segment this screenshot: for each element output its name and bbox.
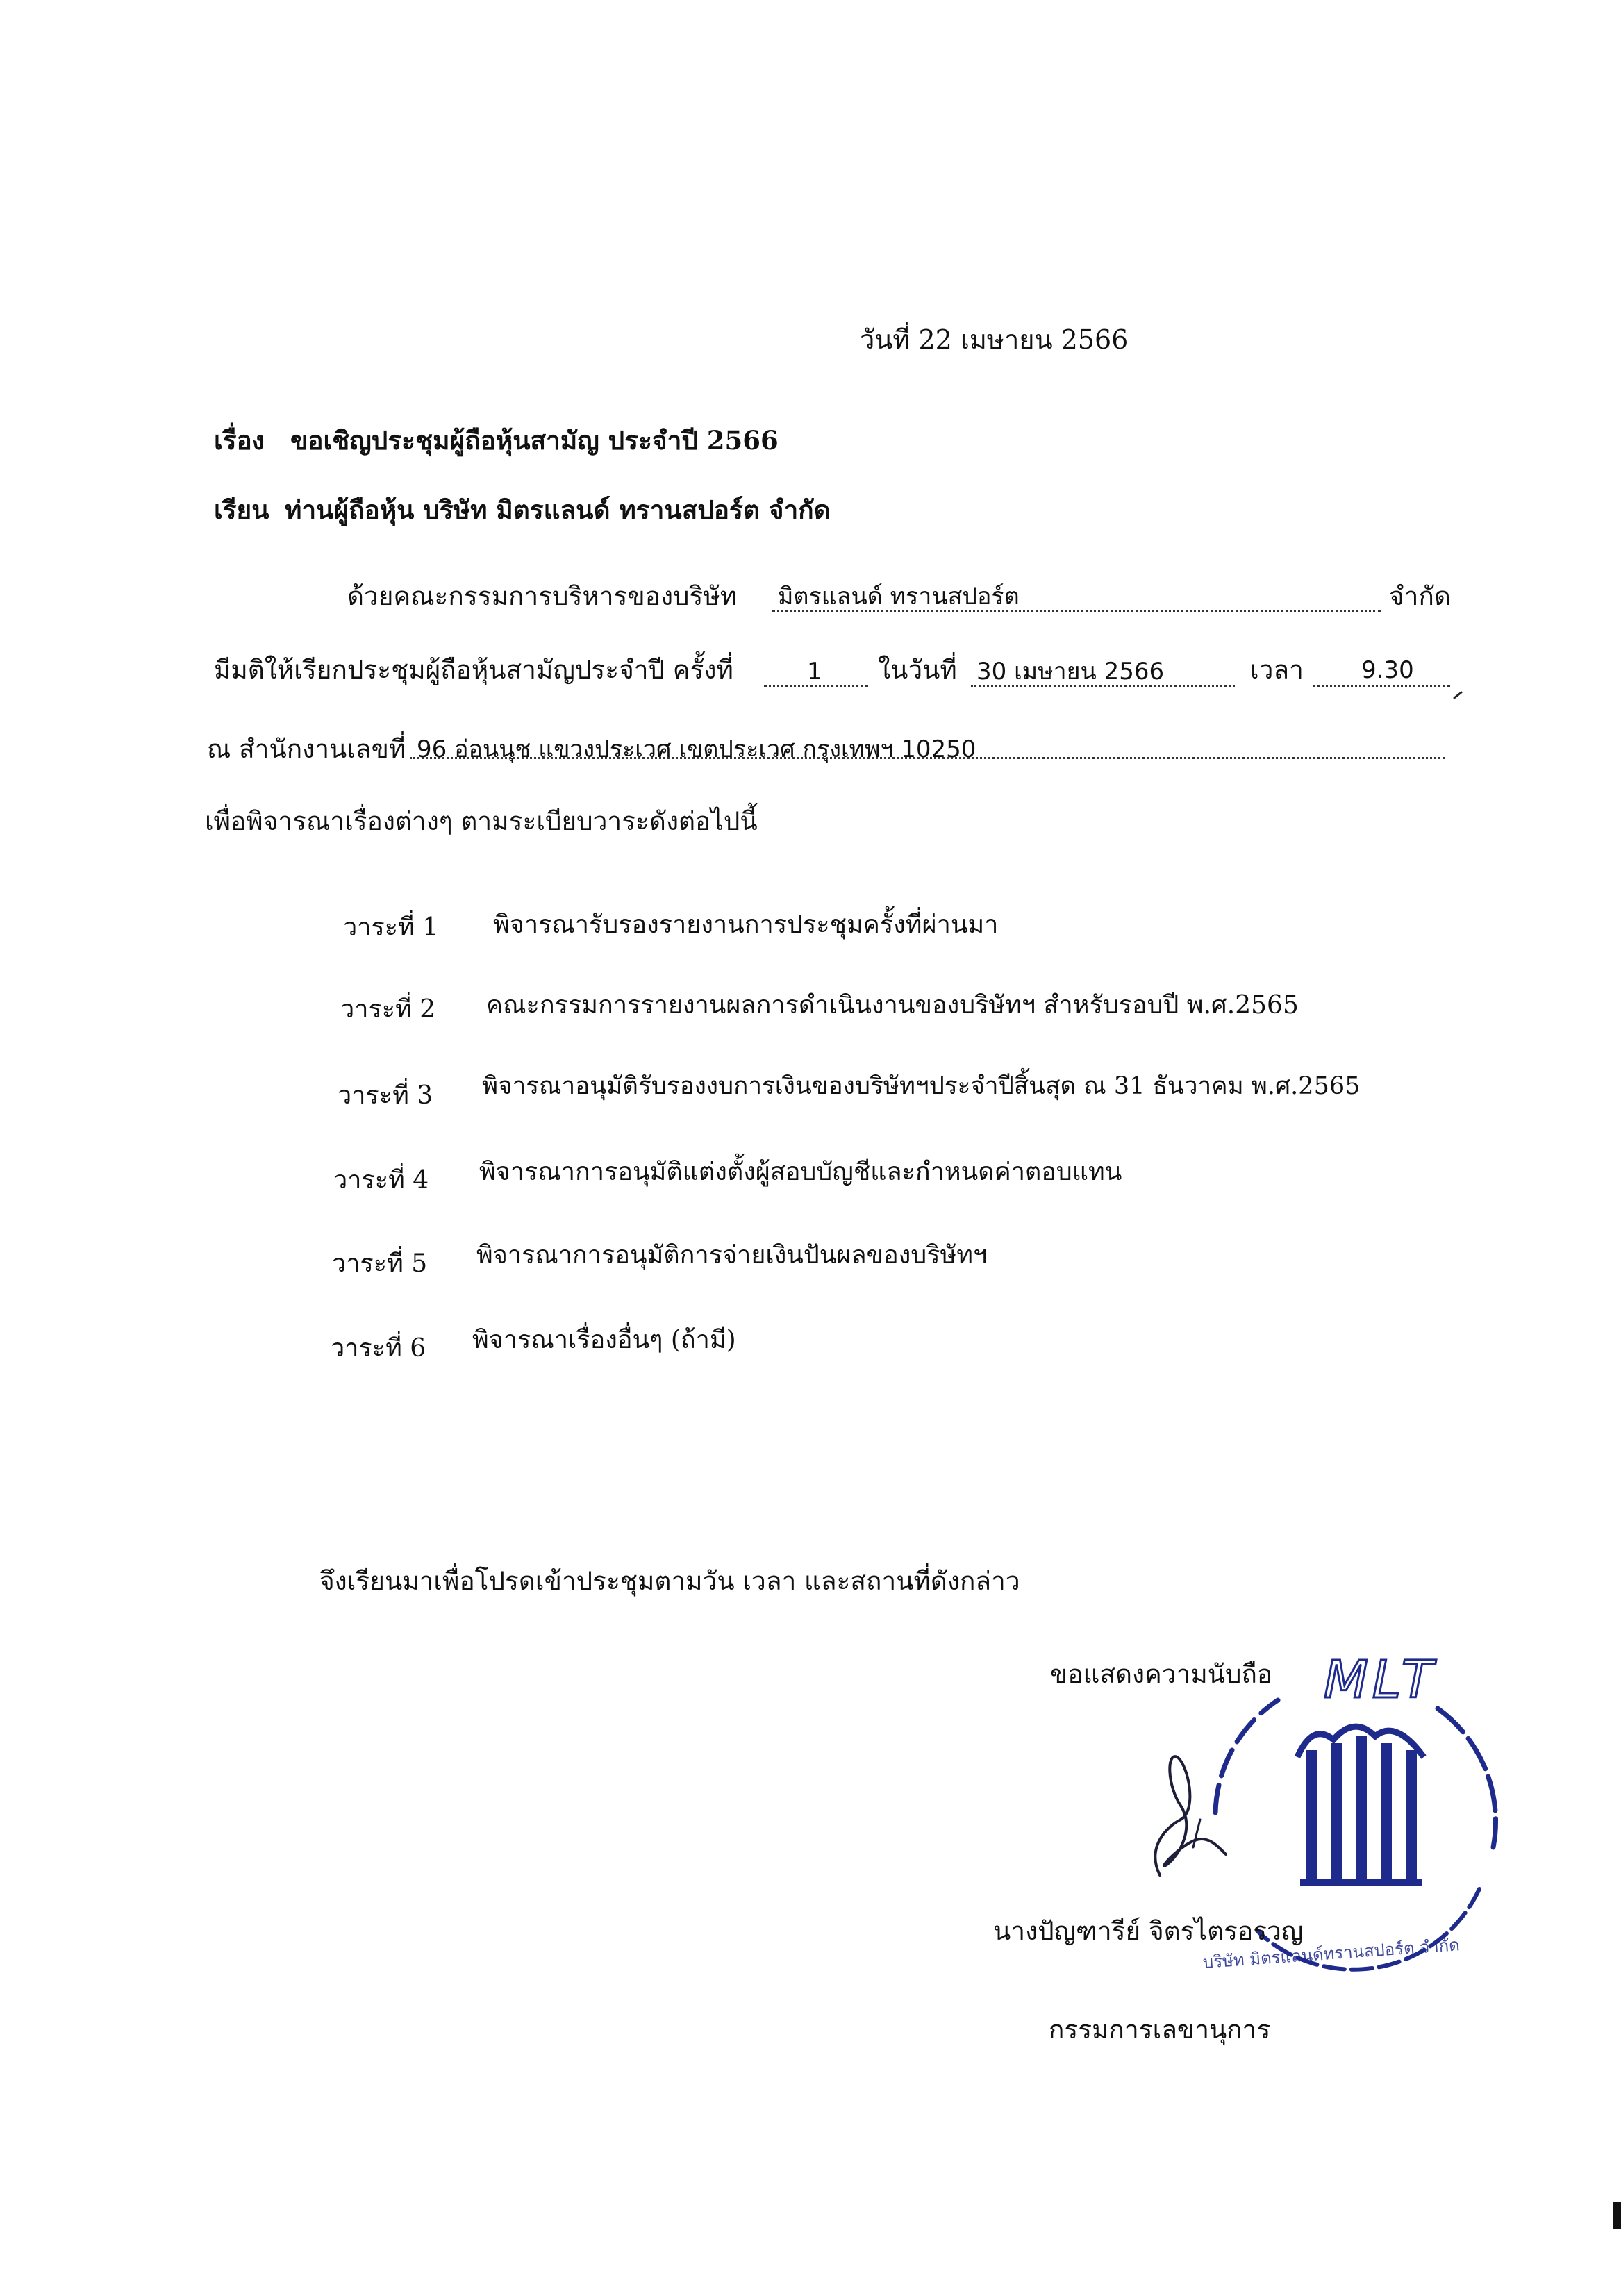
meeting-date-fill: 30 เมษายน 2566 (976, 658, 1165, 685)
paragraph-line1-prefix: ด้วยคณะกรรมการบริหารของบริษัท (347, 581, 738, 611)
meeting-number-dotline (764, 685, 868, 687)
meeting-date-dotline (971, 685, 1235, 687)
signatory-name: นางปัญฑารีย์ จิตรไตรอรวญ (993, 1916, 1304, 1946)
address-fill: 96 อ่อนนุช แขวงประเวศ เขตประเวศ กรุงเทพฯ 10250 (417, 735, 976, 763)
agenda-item-2-text: คณะกรรมการรายงานผลการดำเนินงานของบริษัทฯ สำหรับรอบปี พ.ศ.2565 (486, 991, 1299, 1020)
address-dotline (410, 757, 1445, 759)
agenda-item-5-text: พิจารณาการอนุมัติการจ่ายเงินปันผลของบริษัทฯ (476, 1241, 988, 1270)
closing-sentence: จึงเรียนมาเพื่อโปรดเข้าประชุมตามวัน เวลา และสถานที่ดังกล่าว (319, 1566, 1020, 1596)
date-label: ในวันที่ (878, 655, 957, 685)
paragraph-line4: เพื่อพิจารณาเรื่องต่างๆ ตามระเบียบวาระดังต่อไปนี้ (205, 806, 758, 836)
subject-text: ขอเชิญประชุมผู้ถือหุ้นสามัญ ประจำปี 2566 (290, 425, 779, 456)
meeting-time-fill: 9.30 (1361, 656, 1414, 684)
agenda-item-3-number: วาระที่ 3 (338, 1081, 433, 1110)
agenda-item-1-number: วาระที่ 1 (343, 913, 439, 942)
sign-off: ขอแสดงความนับถือ (1050, 1659, 1273, 1689)
agenda-item-1-text: พิจารณารับรองรายงานการประชุมครั้งที่ผ่านมา (493, 910, 999, 939)
stamp-logo-text: MLT (1324, 1650, 1438, 1710)
meeting-time-dotline (1313, 685, 1450, 687)
signatory-title: กรรมการเลขานุการ (1049, 2015, 1271, 2045)
paragraph-line3-prefix: ณ สำนักงานเลขที่ (207, 734, 406, 764)
handwritten-signature (1139, 1743, 1236, 1882)
agenda-item-3-text: พิจารณาอนุมัติรับรองงบการเงินของบริษัทฯประจำปีสิ้นสุด ณ 31 ธันวาคม พ.ศ.2565 (482, 1072, 1361, 1100)
meeting-number-fill: 1 (807, 658, 822, 685)
company-name-fill: มิตรแลนด์ ทรานสปอร์ต (778, 583, 1020, 610)
agenda-item-4-text: พิจารณาการอนุมัติแต่งตั้งผู้สอบบัญชีและกำหนดค่าตอบแทน (479, 1158, 1122, 1186)
paragraph-line2-prefix: มีมติให้เรียกประชุมผู้ถือหุ้นสามัญประจำปี ครั้งที่ (214, 655, 733, 685)
agenda-item-4-number: วาระที่ 4 (333, 1166, 429, 1195)
time-label: เวลา (1250, 655, 1304, 685)
scan-edge-mark (1613, 2202, 1621, 2229)
pen-tick-mark (1452, 684, 1472, 705)
agenda-item-5-number: วาระที่ 5 (332, 1249, 428, 1278)
subject-label: เรื่อง (214, 425, 265, 456)
building-logo-icon (1297, 1727, 1424, 1886)
date-line: วันที่ 22 เมษายน 2566 (860, 324, 1129, 355)
paragraph-line1-suffix: จำกัด (1389, 581, 1451, 611)
recipient-text: ท่านผู้ถือหุ้น บริษัท มิตรแลนด์ ทรานสปอร์ต จำกัด (285, 494, 831, 525)
agenda-item-2-number: วาระที่ 2 (340, 995, 436, 1024)
stamp-ring-text: บริษัท มิตรแลนด์ทรานสปอร์ต จำกัด (1202, 1935, 1461, 1972)
agenda-item-6-text: พิจารณาเรื่องอื่นๆ (ถ้ามี) (472, 1326, 736, 1354)
agenda-item-6-number: วาระที่ 6 (331, 1334, 426, 1363)
company-name-dotline (772, 610, 1381, 612)
recipient-label: เรียน (214, 494, 269, 525)
